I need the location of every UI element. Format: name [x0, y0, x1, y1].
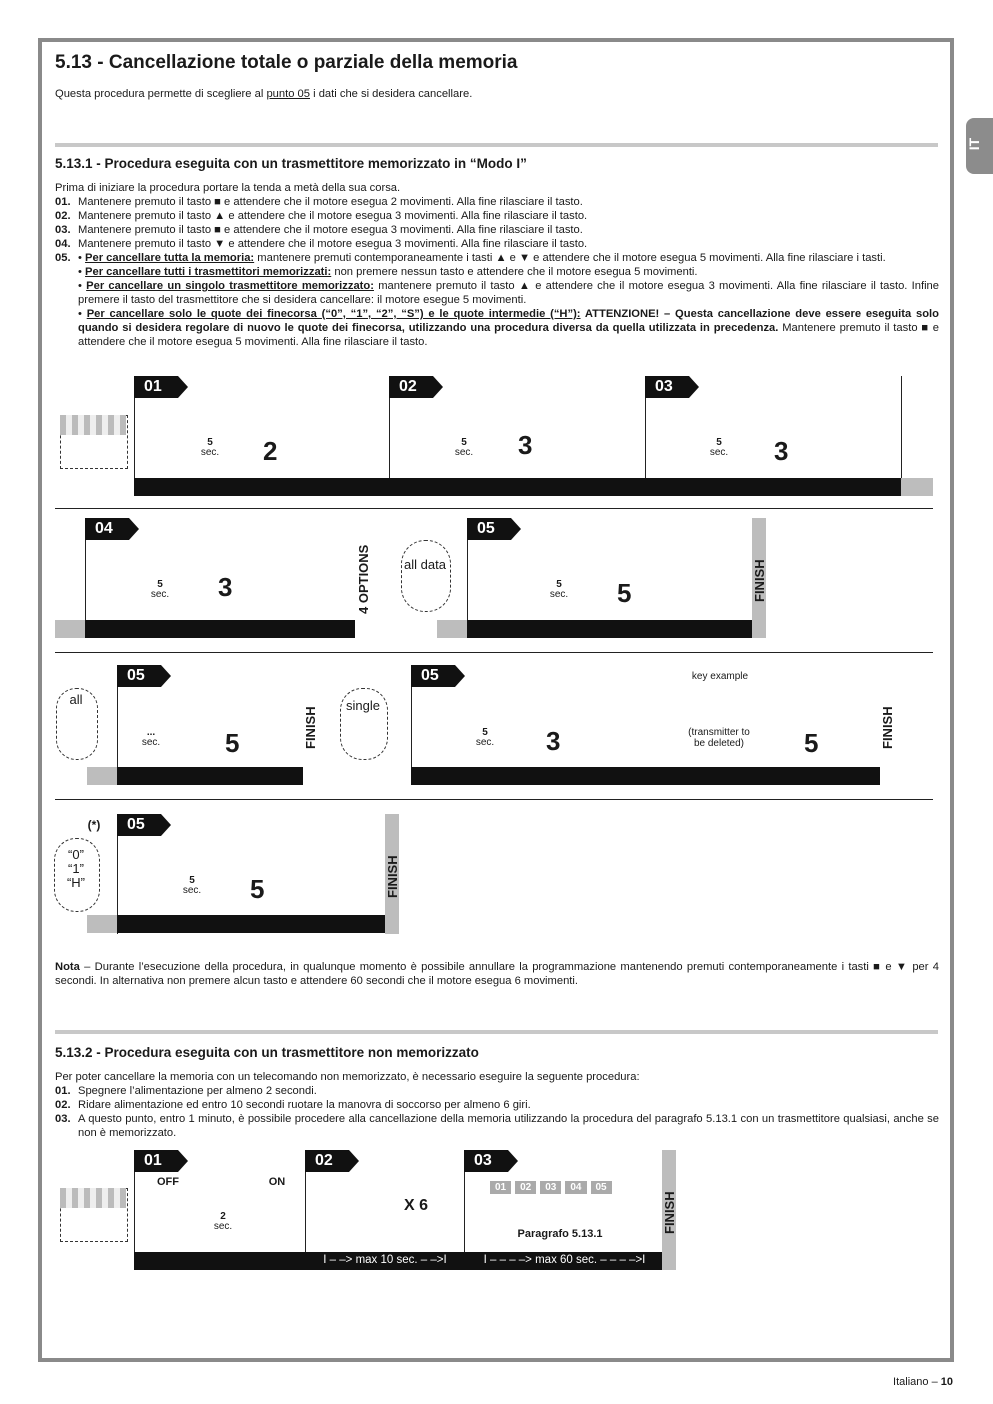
transmitter-to-be-deleted-label: (transmitter to be deleted)	[688, 727, 750, 749]
movement-count: 3	[774, 436, 789, 466]
timer-label: 5 sec.	[709, 437, 729, 458]
list-item: • Per cancellare solo le quote dei finecorsa (“0”, “1”, “2”, “S”) e le quote intermedie (“H”): ATTENZIONE! – Questa cancellazione deve essere eseguita solo quando si desidera regolare di nuovo le quote dei finecorsa, utilizzando una procedura diversa da quella utilizzata in precedenza. Mantenere premuto il tasto ■ e attendere che il motore esegua 5 movimenti. Alla fine rilasciare il tasto.	[78, 308, 939, 348]
list-item: 02. Ridare alimentazione ed entro 10 secondi ruotare la manovra di soccorso per almeno 6 giri.	[55, 1099, 531, 1111]
all-label: all	[69, 692, 83, 707]
off-label: OFF	[157, 1176, 179, 1188]
step-bar	[117, 915, 385, 933]
intro-link[interactable]: punto 05	[266, 88, 310, 100]
timer-label: 2 sec.	[213, 1211, 233, 1232]
movement-count: 2	[263, 436, 278, 466]
divider	[55, 652, 933, 653]
language-tab[interactable]	[966, 118, 993, 174]
step-chip: 05	[591, 1181, 612, 1194]
step-badge-01: 01	[134, 1150, 178, 1172]
step-badge-05: 05	[117, 665, 161, 687]
timer-label: 5 sec.	[150, 579, 170, 600]
step-bar	[411, 767, 880, 785]
step-bar	[117, 767, 303, 785]
step-badge-05: 05	[117, 814, 161, 836]
list-item: 03. A questo punto, entro 1 minuto, è possibile procedere alla cancellazione della memoria utilizzando la procedura del paragrafo 5.13.1 con un trasmettitore qualsiasi, anche se non è memorizzato.	[55, 1113, 939, 1139]
step-badge-02: 02	[305, 1150, 349, 1172]
step-badge-04: 04	[85, 518, 129, 540]
list-item: 05. • Per cancellare tutta la memoria: mantenere premuti contemporaneamente i tasti ▲ e ▼ e attendere che il motore esegua 5 movimenti. Alla fine rilasciare i tasti.	[55, 252, 886, 264]
finish-label: FINISH	[303, 665, 317, 785]
on-label: ON	[268, 1176, 286, 1188]
section-rule	[55, 1030, 938, 1034]
step-badge-01: 01	[134, 376, 178, 398]
step-badge-05: 05	[467, 518, 511, 540]
awning-icon	[60, 1188, 126, 1208]
limits-label: “0” “1” “H”	[66, 847, 86, 890]
procedure-list-2	[55, 1070, 939, 1140]
subsection-title-2: 5.13.2 - Procedura eseguita con un trasmettitore non memorizzato	[55, 1045, 479, 1060]
procedure-lead: Per poter cancellare la memoria con un telecomando non memorizzato, è necessario eseguire la seguente procedura:	[55, 1071, 640, 1083]
section-rule	[55, 143, 938, 147]
procedure-lead: Prima di iniziare la procedura portare la tenda a metà della sua corsa.	[55, 182, 401, 194]
movement-count: 3	[546, 726, 561, 756]
intro-text: Questa procedura permette di scegliere al punto 05 i dati che si desidera cancellare.	[55, 88, 473, 100]
page-footer: Italiano – 10	[893, 1376, 953, 1388]
list-item: 01. Spegnere l’alimentazione per almeno 2 secondi.	[55, 1085, 317, 1097]
step-badge-02: 02	[389, 376, 433, 398]
step-bar-start	[55, 620, 85, 638]
finish-label: FINISH	[880, 665, 894, 785]
step-bar	[85, 620, 355, 638]
turns-label: X 6	[403, 1197, 428, 1214]
timer-label: 5 sec.	[475, 727, 495, 748]
step-bar-end	[901, 478, 933, 496]
paragrafo-label: Paragrafo 5.13.1	[517, 1228, 603, 1240]
movement-count: 3	[218, 572, 233, 602]
single-label: single	[346, 698, 380, 713]
step-bar	[467, 620, 752, 638]
finish-label: FINISH	[752, 518, 766, 638]
step-chip: 01	[490, 1181, 511, 1194]
options-label: 4 OPTIONS	[356, 518, 370, 638]
key-example-label: key example	[691, 671, 749, 682]
max-10-sec-label: I – –> max 10 sec. – –>I	[323, 1254, 447, 1266]
list-item: • Per cancellare un singolo trasmettitore memorizzato: mantenere premuto il tasto ▲ e attendere che il motore esegua 3 movimenti. Alla fine rilasciare il tasto. Infine premere il tasto del trasmettitore che si desidera cancellare: il motore esegue 5 movimenti.	[78, 280, 939, 306]
timer-label: 5 sec.	[200, 437, 220, 458]
step-badge-03: 03	[645, 376, 689, 398]
list-item: 03. Mantenere premuto il tasto ■ e attendere che il motore esegua 3 movimenti. Alla fine rilasciare il tasto.	[55, 224, 583, 236]
timer-label: 5 sec.	[549, 579, 569, 600]
max-60-sec-label: I – – – –> max 60 sec. – – – –>I	[483, 1254, 646, 1266]
finish-label: FINISH	[385, 814, 399, 934]
movement-count: 5	[225, 728, 240, 758]
step-bar-start	[87, 767, 117, 785]
list-item: 04. Mantenere premuto il tasto ▼ e attendere che il motore esegua 3 movimenti. Alla fine rilasciare il tasto.	[55, 238, 588, 250]
awning-icon	[60, 415, 126, 435]
finish-label: FINISH	[662, 1150, 676, 1270]
step-badge-03: 03	[464, 1150, 508, 1172]
timer-label: 5 sec.	[454, 437, 474, 458]
step-bar-start	[87, 915, 117, 933]
all-data-label: all data	[404, 557, 446, 572]
chip-row	[490, 1181, 612, 1194]
timer-label: 5 sec.	[182, 875, 202, 896]
step-chip: 02	[515, 1181, 536, 1194]
section-title: 5.13 - Cancellazione totale o parziale della memoria	[55, 52, 518, 73]
step-badge-05: 05	[411, 665, 455, 687]
language-tab-label: IT	[966, 137, 983, 151]
list-item: • Per cancellare tutti i trasmettitori memorizzati: non premere nessun tasto e attendere che il motore esegua 5 movimenti.	[78, 266, 698, 278]
step-chip: 03	[540, 1181, 561, 1194]
divider	[55, 799, 933, 800]
list-item: 02. Mantenere premuto il tasto ▲ e attendere che il motore esegua 3 movimenti. Alla fine rilasciare il tasto.	[55, 210, 588, 222]
movement-count: 5	[617, 578, 632, 608]
movement-count: 5	[250, 874, 265, 904]
note-text: Nota – Durante l’esecuzione della procedura, in qualunque momento è possibile annullare la programmazione mantenendo premuti contemporaneamente i tasti ■ e ▼ per 4 secondi. In alternativa non premere alcun tasto e attendere 60 secondi che il motore esegua 6 movimenti.	[55, 961, 939, 987]
step-chip: 04	[565, 1181, 586, 1194]
movement-count: 3	[518, 430, 533, 460]
all-data-option	[401, 540, 451, 612]
timer-label: ... sec.	[141, 727, 161, 748]
movement-count: 5	[804, 728, 819, 758]
procedure-list-1	[55, 181, 939, 349]
step-bar-start	[437, 620, 467, 638]
list-item: 01. Mantenere premuto il tasto ■ e attendere che il motore esegua 2 movimenti. Alla fine rilasciare il tasto.	[55, 196, 583, 208]
asterisk-label: (*)	[87, 818, 101, 832]
divider	[55, 508, 933, 509]
step-bar	[134, 478, 901, 496]
subsection-title-1: 5.13.1 - Procedura eseguita con un trasmettitore memorizzato in “Modo I”	[55, 156, 527, 171]
